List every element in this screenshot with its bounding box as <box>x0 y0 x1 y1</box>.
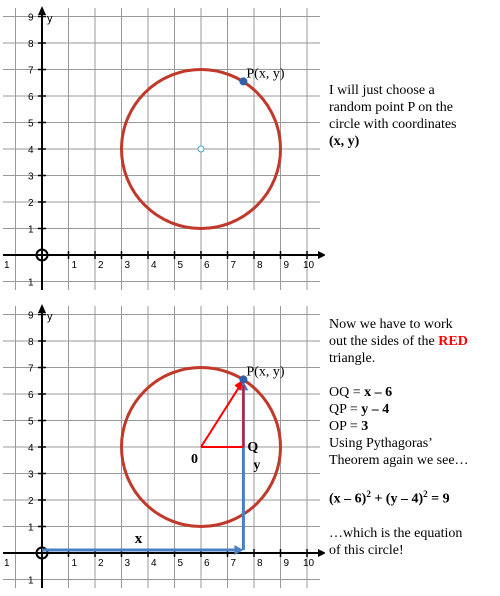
x-tick-label: 8 <box>257 558 263 569</box>
circle-equation <box>329 486 494 508</box>
desc1-line-2: random point P on the <box>329 100 453 115</box>
x-tick-label: 2 <box>98 260 104 271</box>
desc2-triangle-word: triangle. <box>329 351 376 366</box>
x-tick-label: 9 <box>283 558 290 569</box>
x-tick-label: 3 <box>124 558 131 569</box>
q-label: Q <box>247 440 259 455</box>
qp-value: y – 4 <box>361 402 390 417</box>
x-axis-arrow <box>318 251 325 259</box>
y-tick-label: 8 <box>28 39 34 50</box>
x-distance-label: x <box>134 531 143 547</box>
panel-red-triangle <box>0 298 500 596</box>
coordinate-graph-2 <box>0 298 325 596</box>
x-tick-label: 6 <box>204 260 210 271</box>
qp-line <box>329 401 494 418</box>
x-tick-label: 4 <box>151 558 157 569</box>
x-tick-label: 8 <box>257 260 263 271</box>
qp-prefix: QP = <box>329 402 362 417</box>
x-tick-label: 10 <box>303 558 315 569</box>
y-tick-label: 5 <box>28 118 34 130</box>
theorem-line-2: Theorem again we see… <box>329 453 469 468</box>
x-tick-label: 1 <box>71 558 78 569</box>
x-tick-label: 1 <box>71 260 78 271</box>
x-tick-label: 9 <box>283 260 290 271</box>
x-neg-tick-label: 1 <box>4 260 10 271</box>
x-tick-label: 3 <box>124 260 131 271</box>
op-value: 3 <box>361 419 369 434</box>
description-text-1 <box>329 82 494 150</box>
x-tick-label: 7 <box>230 558 237 569</box>
y-neg-tick-label: 1 <box>28 277 34 289</box>
y-tick-label: 3 <box>28 469 34 481</box>
y-tick-label: 5 <box>28 416 34 428</box>
oq-value: x – 6 <box>364 385 393 400</box>
eq-part-a: (x – 6) <box>329 491 367 507</box>
y-tick-label: 9 <box>28 12 34 24</box>
eq-part-b: + (y – 4) <box>370 491 424 507</box>
x-axis-arrow <box>318 549 325 557</box>
eq-exp-2: 2 <box>423 489 428 499</box>
y-axis-label: y <box>47 311 53 323</box>
x-tick-label: 5 <box>177 558 184 569</box>
y-neg-tick-label: 1 <box>28 575 34 587</box>
circle-center-marker <box>198 146 204 152</box>
desc1-coords: (x, y) <box>329 134 360 149</box>
description-text-2 <box>329 316 494 559</box>
origin-o-label: 0 <box>191 452 198 467</box>
y-tick-label: 1 <box>28 522 34 534</box>
y-tick-label: 7 <box>28 65 34 77</box>
y-axis-arrow <box>38 6 46 15</box>
point-p-label: P(x, y) <box>246 66 285 82</box>
desc1-line-1: I will just choose a <box>329 83 435 98</box>
y-axis-label: y <box>47 13 53 25</box>
oq-line <box>329 384 494 401</box>
y-tick-label: 6 <box>28 390 34 401</box>
x-neg-tick-label: 1 <box>4 558 10 569</box>
desc2-intro-2-text: out the sides of the <box>329 334 439 349</box>
y-tick-label: 6 <box>28 92 34 103</box>
x-tick-label: 10 <box>303 260 315 271</box>
x-tick-label: 2 <box>98 558 104 569</box>
y-tick-label: 1 <box>28 224 34 236</box>
op-prefix: OP = <box>329 419 362 434</box>
x-tick-label: 7 <box>230 260 237 271</box>
y-tick-label: 8 <box>28 337 34 348</box>
x-tick-label: 5 <box>177 260 184 271</box>
coordinate-graph-1 <box>0 0 325 298</box>
y-tick-label: 4 <box>28 443 34 454</box>
oq-prefix: OQ = <box>329 385 365 400</box>
theorem-line-1: Using Pythagoras’ <box>329 436 433 451</box>
y-axis-arrow <box>38 304 46 313</box>
y-distance-label: y <box>253 458 261 473</box>
eq-exp-1: 2 <box>366 489 371 499</box>
y-tick-label: 7 <box>28 363 34 375</box>
y-tick-label: 2 <box>28 198 34 209</box>
y-tick-label: 2 <box>28 496 34 507</box>
point-p-label: P(x, y) <box>246 364 285 380</box>
desc2-intro-1: Now we have to work <box>329 317 453 332</box>
desc1-line-3: circle with coordinates <box>329 117 457 132</box>
triangle-side-op <box>201 383 241 447</box>
eq-rhs: = 9 <box>427 491 450 507</box>
op-line <box>329 418 494 435</box>
outro-line-2: of this circle! <box>329 542 404 558</box>
outro-line-1: …which is the equation <box>329 525 463 541</box>
y-tick-label: 4 <box>28 145 34 156</box>
desc2-intro-2 <box>329 333 494 350</box>
x-tick-label: 6 <box>204 558 210 569</box>
y-tick-label: 9 <box>28 310 34 322</box>
y-tick-label: 3 <box>28 171 34 183</box>
red-word: RED <box>438 334 468 349</box>
x-tick-label: 4 <box>151 260 157 271</box>
